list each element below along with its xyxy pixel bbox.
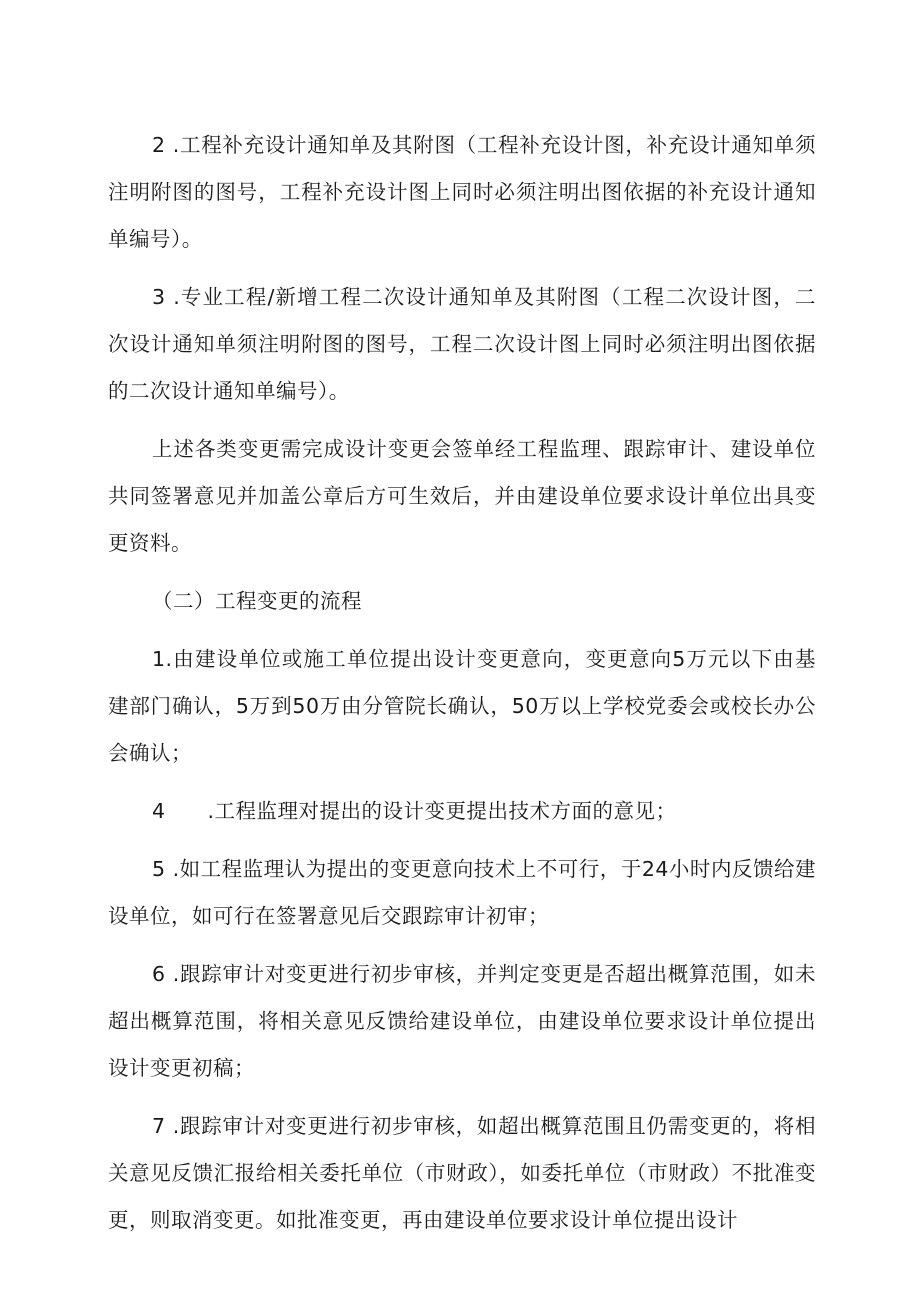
document-page bbox=[108, 122, 816, 1255]
section-heading-change-process: （二）工程变更的流程 bbox=[152, 589, 362, 613]
paragraph-item-3: 3 .专业工程/新增工程二次设计通知单及其附图（工程二次设计图，二次设计通知单须注明附图的图号，工程二次设计图上同时必须注明出图依据的二次设计通知单编号）。 bbox=[108, 285, 816, 403]
paragraph-step-1: 1.由建设单位或施工单位提出设计变更意向，变更意向5万元以下由基建部门确认，5万到50万由分管院长确认，50万以上学校党委会或校长办公会确认； bbox=[108, 647, 816, 765]
paragraph-step-5: 5 .如工程监理认为提出的变更意向技术上不可行，于24小时内反馈给建设单位，如可行在签署意见后交跟踪审计初审； bbox=[108, 857, 816, 928]
paragraph-step-6: 6 .跟踪审计对变更进行初步审核，并判定变更是否超出概算范围，如未超出概算范围，将相关意见反馈给建设单位，由建设单位要求设计单位提出设计变更初稿； bbox=[108, 962, 816, 1080]
paragraph-summary: 上述各类变更需完成设计变更会签单经工程监理、跟踪审计、建设单位共同签署意见并加盖公章后方可生效后，并由建设单位要求设计单位出具变更资料。 bbox=[108, 437, 816, 555]
paragraph-item-2: 2 .工程补充设计通知单及其附图（工程补充设计图，补充设计通知单须注明附图的图号，工程补充设计图上同时必须注明出图依据的补充设计通知单编号）。 bbox=[108, 133, 816, 251]
paragraph-step-7: 7 .跟踪审计对变更进行初步审核，如超出概算范围且仍需变更的，将相关意见反馈汇报给相关委托单位（市财政），如委托单位（市财政）不批准变更，则取消变更。如批准变更，再由建设单位要求设计单位提出设计 bbox=[108, 1114, 816, 1232]
paragraph-step-4: 4 .工程监理对提出的设计变更提出技术方面的意见； bbox=[152, 799, 677, 823]
